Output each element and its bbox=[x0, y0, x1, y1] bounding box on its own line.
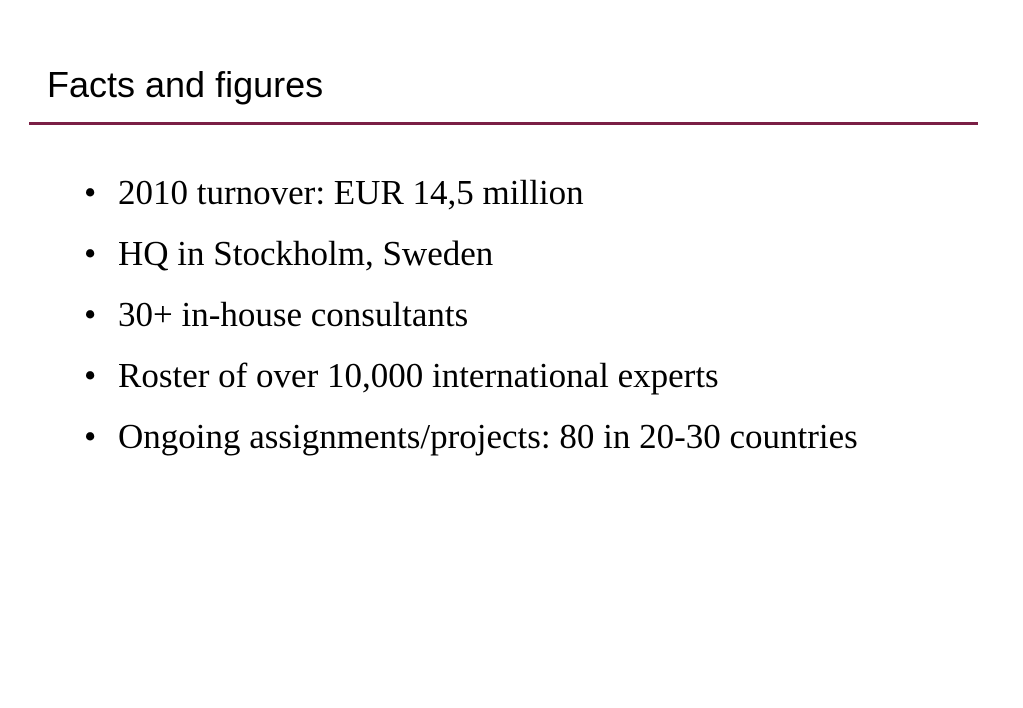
bullet-icon: • bbox=[84, 295, 97, 334]
list-item bbox=[84, 292, 864, 338]
title-divider bbox=[29, 122, 978, 125]
bullet-list bbox=[84, 170, 864, 475]
bullet-text: 30+ in-house consultants bbox=[118, 295, 469, 334]
bullet-icon: • bbox=[84, 356, 97, 395]
bullet-text: Roster of over 10,000 international experts bbox=[118, 356, 719, 395]
list-item bbox=[84, 353, 864, 399]
list-item bbox=[84, 170, 864, 216]
bullet-text: Ongoing assignments/projects: 80 in 20-30 countries bbox=[118, 417, 858, 456]
list-item bbox=[84, 231, 864, 277]
list-item bbox=[84, 414, 864, 460]
bullet-text: 2010 turnover: EUR 14,5 million bbox=[118, 173, 584, 212]
bullet-text: HQ in Stockholm, Sweden bbox=[118, 234, 494, 273]
bullet-icon: • bbox=[84, 417, 97, 456]
bullet-icon: • bbox=[84, 234, 97, 273]
bullet-icon: • bbox=[84, 173, 97, 212]
slide-title: Facts and figures bbox=[47, 64, 324, 105]
